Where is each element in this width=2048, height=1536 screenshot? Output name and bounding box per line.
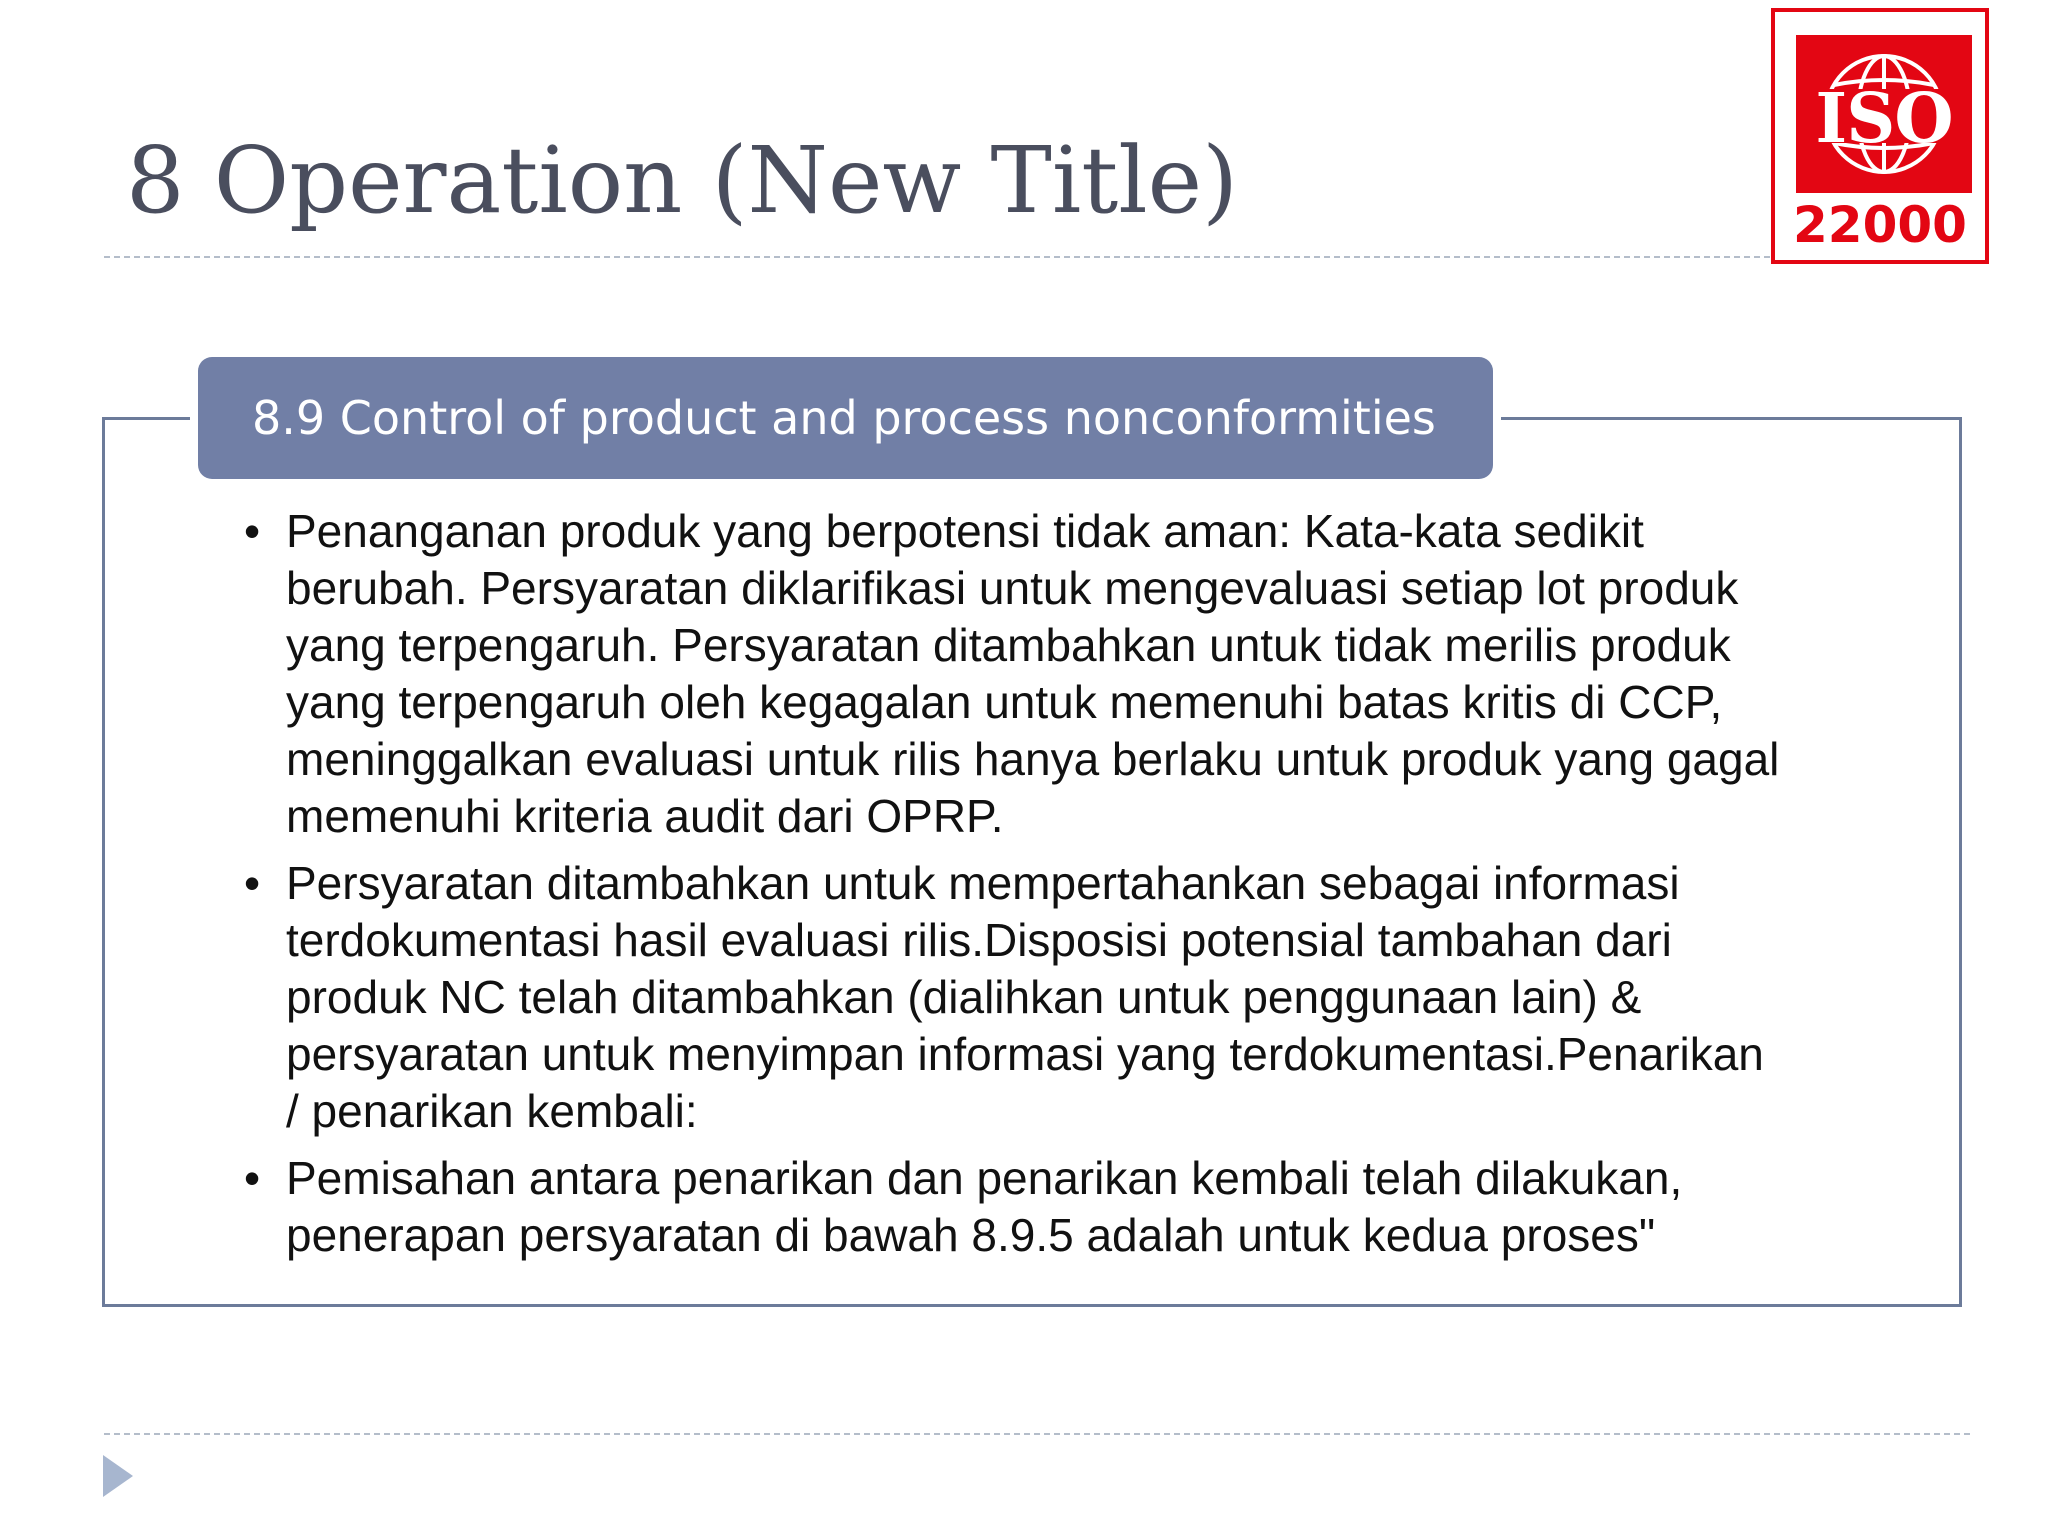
title-divider	[104, 256, 1790, 258]
iso-logo-square	[1796, 35, 1972, 193]
section-header: 8.9 Control of product and process nonconformities	[198, 357, 1493, 479]
bullet-text: Pemisahan antara penarikan dan penarikan kembali telah dilakukan, penerapan persyaratan di bawah 8.9.5 adalah untuk kedua proses"	[286, 1152, 1683, 1261]
iso-wordmark: ISO	[1815, 79, 1953, 159]
footer-divider	[104, 1433, 1970, 1435]
frame-gap	[190, 412, 198, 424]
slide-title: 8 Operation (New Title)	[126, 127, 1238, 234]
list-item	[240, 503, 1780, 845]
iso-standard-number: 22000	[1793, 196, 1967, 254]
triangle-right-icon[interactable]	[103, 1455, 133, 1497]
bullet-icon: •	[244, 1152, 261, 1204]
bullet-text: Penanganan produk yang berpotensi tidak aman: Kata-kata sedikit berubah. Persyaratan diklarifikasi untuk mengevaluasi setiap lot produk yang terpengaruh. Persyaratan ditambahkan untuk tidak merilis produk yang terpengaruh oleh kegagalan untuk memenuhi batas kritis di CCP, meninggalkan evaluasi untuk rilis hanya berlaku untuk produk yang gagal memenuhi kriteria audit dari OPRP.	[286, 505, 1780, 842]
frame-gap	[1493, 412, 1501, 424]
bullet-list	[240, 503, 1780, 1274]
bullet-icon: •	[244, 857, 261, 909]
iso-22000-logo	[1771, 8, 1989, 264]
list-item	[240, 855, 1780, 1140]
list-item	[240, 1150, 1780, 1264]
bullet-text: Persyaratan ditambahkan untuk mempertahankan sebagai informasi terdokumentasi hasil evaluasi rilis.Disposisi potensial tambahan dari produk NC telah ditambahkan (dialihkan untuk penggunaan lain) & persyaratan untuk menyimpan informasi yang terdokumentasi.Penarikan / penarikan kembali:	[286, 857, 1764, 1137]
bullet-icon: •	[244, 505, 261, 557]
